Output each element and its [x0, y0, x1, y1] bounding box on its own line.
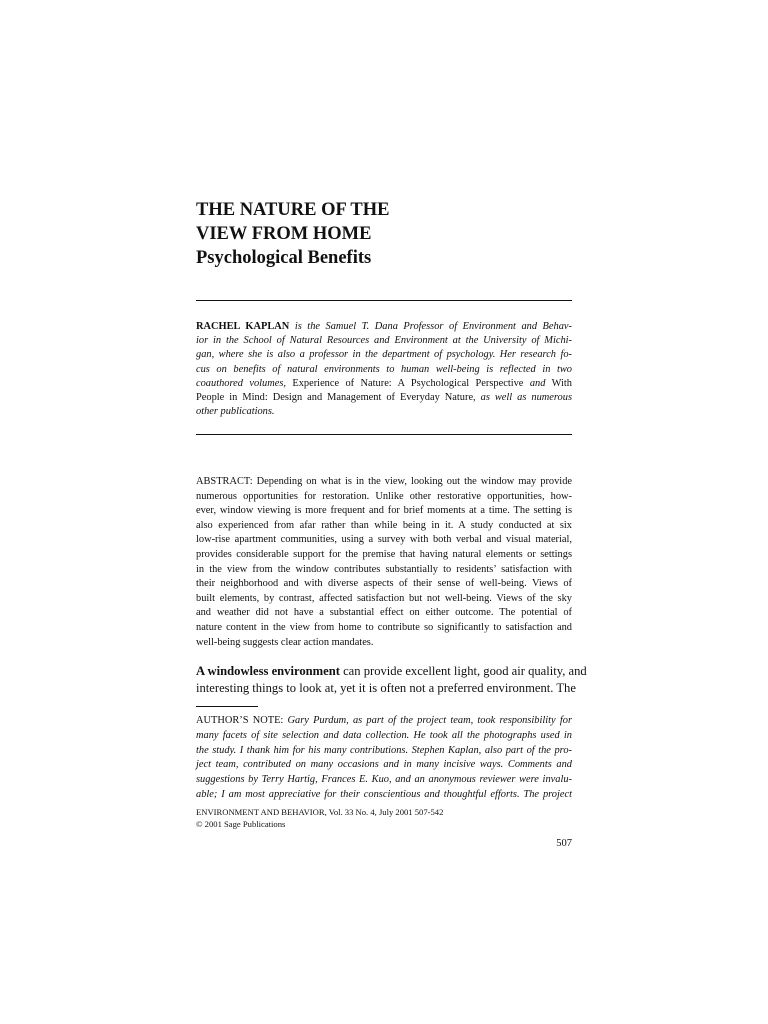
- note-line: ject team, contributed on many occasions and in many incisive ways. Comments and: [196, 759, 572, 771]
- bio-line: ior in the School of Natural Resources and Environment at the University of Michi-: [196, 335, 572, 347]
- abstract-line: in the view from the window contributes substantially to residents’ satisfaction with: [196, 563, 572, 575]
- author-bio: [196, 320, 572, 419]
- journal-line: ENVIRONMENT AND BEHAVIOR, Vol. 33 No. 4, July 2001 507-542: [196, 807, 444, 817]
- abstract-line: and weather did not have a substantial effect on either outcome. The potential of: [196, 607, 572, 619]
- abstract: [196, 475, 572, 650]
- abstract-line: also experienced from afar rather than while being in it. A study conducted at six: [196, 519, 572, 531]
- bio-line: coauthored volumes, Experience of Nature: A Psychological Perspective and With: [196, 377, 572, 389]
- abstract-line: low-rise apartment communities, using a survey with both verbal and visual material,: [196, 534, 572, 546]
- bio-line: other publications.: [196, 406, 275, 418]
- lead-in: A windowless environment: [196, 664, 340, 678]
- bio-line: RACHEL KAPLAN is the Samuel T. Dana Professor of Environment and Behav-: [196, 321, 572, 332]
- top-divider: [196, 300, 572, 301]
- note-line: able; I am most appreciative for their conscientious and thoughtful efforts. The project: [196, 788, 572, 800]
- bio-line: People in Mind: Design and Management of Everyday Nature, as well as numerous: [196, 392, 572, 404]
- bio-line: cus on benefits of natural environments to human well-being is reflected in two: [196, 363, 572, 375]
- abstract-line: built elements, by contrast, affected satisfaction but not well-being. Views of the sky: [196, 592, 572, 604]
- authors-note: [196, 714, 572, 803]
- body-line: interesting things to look at, yet it is often not a preferred environment. The: [196, 681, 576, 695]
- copyright-line: © 2001 Sage Publications: [196, 818, 286, 829]
- journal-citation: [196, 807, 572, 830]
- author-name: RACHEL KAPLAN: [196, 321, 290, 332]
- subtitle: Psychological Benefits: [196, 248, 372, 268]
- abstract-line: ever, window viewing is more frequent and for brief moments at a time. The setting is: [196, 505, 572, 517]
- footnote-rule: [196, 706, 258, 707]
- note-line: the study. I thank him for his many contributions. Stephen Kaplan, also part of the pro-: [196, 744, 572, 756]
- body-text: [196, 663, 587, 697]
- article-title: [196, 198, 572, 270]
- abstract-line: ABSTRACT: Depending on what is in the view, looking out the window may provide: [196, 476, 572, 487]
- title-line-2: VIEW FROM HOME: [196, 224, 372, 244]
- note-line: suggestions by Terry Hartig, Frances E. Kuo, and an anonymous reviewer were invalu-: [196, 774, 572, 786]
- abstract-line: nature content in the view from home to contribute so significantly to satisfaction and: [196, 621, 572, 633]
- abstract-line: well-being suggests clear action mandates.: [196, 636, 374, 648]
- abstract-line: provides considerable support for the premise that having natural elements or settings: [196, 548, 572, 560]
- abstract-line: their neighborhood and with diverse aspects of their sense of well-being. Views of: [196, 578, 572, 590]
- title-line-1: THE NATURE OF THE: [196, 200, 390, 220]
- bio-line: gan, where she is also a professor in the department of psychology. Her research fo-: [196, 349, 572, 361]
- note-line: AUTHOR’S NOTE: Gary Purdum, as part of the project team, took responsibility for: [196, 715, 572, 726]
- note-line: many facets of site selection and data collection. He took all the photographs used in: [196, 729, 572, 741]
- body-line: A windowless environment can provide excellent light, good air quality, and: [196, 664, 587, 678]
- bottom-divider: [196, 434, 572, 435]
- page-number: 507: [556, 838, 572, 849]
- abstract-line: numerous opportunities for restoration. Unlike other restorative opportunities, how-: [196, 490, 572, 502]
